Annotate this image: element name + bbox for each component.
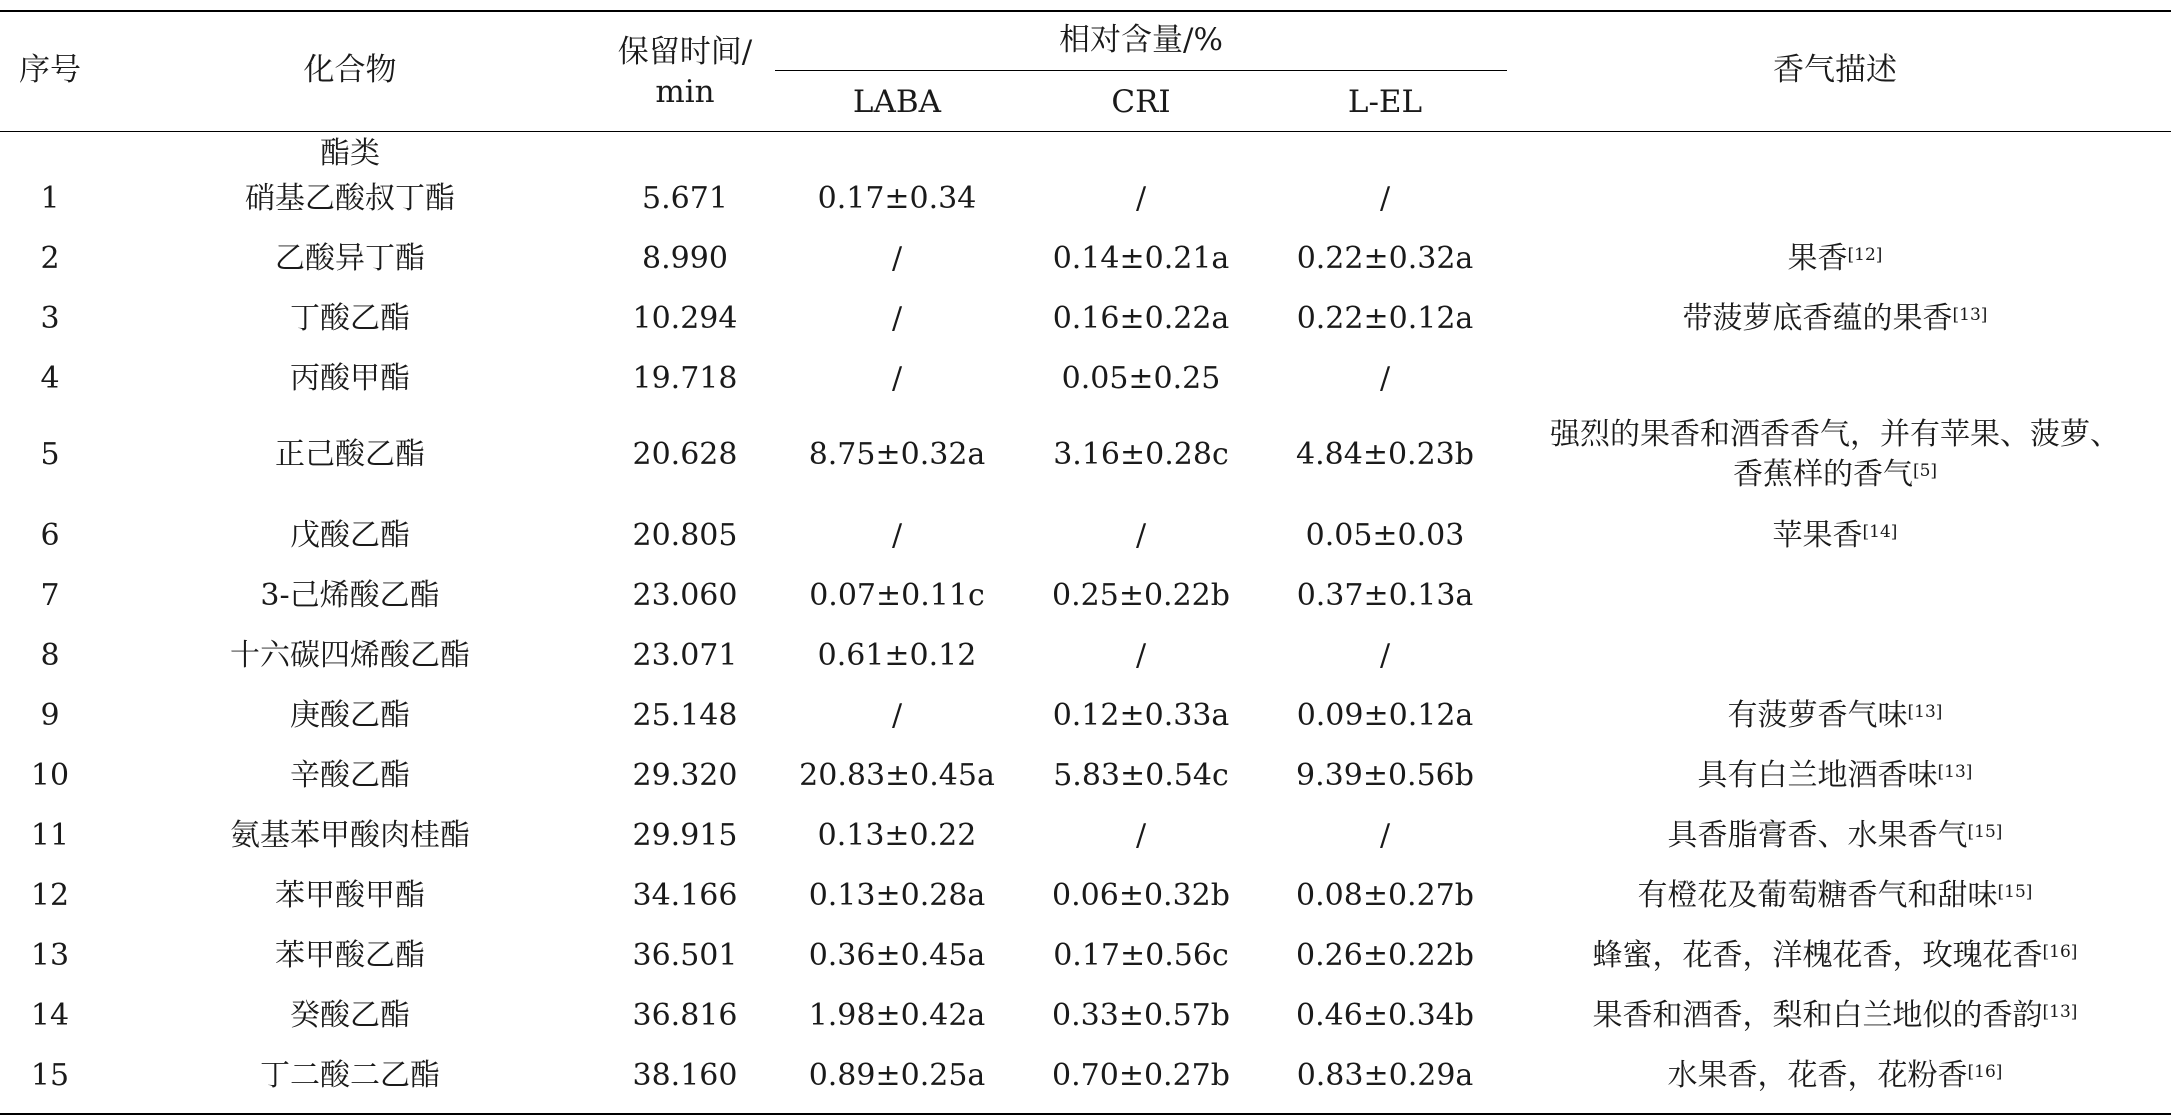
row-cri: / [1135,181,1147,216]
row-cri: 0.14±0.21a [1052,241,1230,276]
row-index: 4 [40,361,60,396]
row-retention-time: 23.071 [632,638,738,673]
row-lel: 0.08±0.27b [1296,878,1474,913]
row-index: 2 [40,241,60,276]
row-aroma [1520,457,2150,493]
row-aroma [1520,698,2150,734]
row-lel: 0.46±0.34b [1296,998,1474,1033]
row-index: 10 [30,758,70,793]
row-compound: 丁酸乙酯 [290,301,410,336]
reference-citation: [5] [1912,461,1938,481]
row-cri: 0.05±0.25 [1061,361,1221,396]
row-cri: 0.33±0.57b [1052,998,1230,1033]
reference-citation: [13] [1952,305,1988,325]
table-bottom-rule [0,1113,2171,1115]
header-laba: LABA [852,84,942,120]
header-lel: L-EL [1347,84,1423,120]
row-index: 1 [40,181,60,216]
row-aroma [1520,417,2150,453]
row-aroma [1520,998,2150,1034]
subheader-rule [775,70,1507,71]
reference-citation: [15] [1967,822,2003,842]
row-lel: 0.22±0.32a [1296,241,1474,276]
row-cri: 5.83±0.54c [1053,758,1229,793]
row-cri: / [1135,818,1147,853]
row-retention-time: 10.294 [632,301,738,336]
row-retention-time: 36.501 [632,938,738,973]
row-aroma [1520,818,2150,854]
row-index: 5 [40,437,60,472]
reference-citation: [13] [2042,1002,2078,1022]
row-aroma [1520,878,2150,914]
reference-citation: [13] [1937,762,1973,782]
row-laba: 0.13±0.22 [817,818,977,853]
row-lel: 9.39±0.56b [1296,758,1474,793]
row-aroma [1520,1058,2150,1094]
aroma-text: 水果香，花香，花粉香 [1667,1058,1968,1093]
aroma-text: 香蕉样的香气 [1732,457,1913,492]
aroma-text: 有橙花及葡萄糖香气和甜味 [1637,878,1998,913]
row-aroma [1520,758,2150,794]
row-lel: / [1379,818,1391,853]
row-aroma [1520,938,2150,974]
row-index: 11 [30,818,70,853]
row-index: 13 [30,938,70,973]
header-retention-time-line1: 保留时间/ [617,34,753,70]
row-compound: 十六碳四烯酸乙酯 [230,638,470,673]
row-retention-time: 19.718 [632,361,738,396]
header-retention-time-line2: min [655,74,715,110]
aroma-text: 苹果香 [1772,518,1863,553]
row-compound: 氨基苯甲酸肉桂酯 [230,818,470,853]
row-laba: 0.13±0.28a [808,878,986,913]
row-aroma [1520,301,2150,337]
row-cri: / [1135,518,1147,553]
row-laba: 20.83±0.45a [799,758,995,793]
row-laba: 0.17±0.34 [817,181,977,216]
row-retention-time: 34.166 [632,878,738,913]
aroma-text: 果香和酒香，梨和白兰地似的香韵 [1592,998,2043,1033]
row-cri: 0.70±0.27b [1052,1058,1230,1093]
row-laba: 0.07±0.11c [809,578,985,613]
row-lel: / [1379,361,1391,396]
row-index: 12 [30,878,70,913]
row-aroma [1520,241,2150,277]
row-lel: / [1379,638,1391,673]
row-retention-time: 25.148 [632,698,738,733]
reference-citation: [13] [1907,702,1943,722]
row-retention-time: 8.990 [642,241,728,276]
row-compound: 庚酸乙酯 [290,698,410,733]
row-laba: / [891,361,903,396]
row-laba: / [891,698,903,733]
reference-citation: [14] [1862,522,1898,542]
row-lel: 0.05±0.03 [1305,518,1465,553]
row-index: 8 [40,638,60,673]
header-compound: 化合物 [303,52,397,88]
header-relative-content: 相对含量/% [1059,22,1223,58]
row-cri: 0.25±0.22b [1052,578,1230,613]
row-compound: 丁二酸二乙酯 [260,1058,440,1093]
row-lel: 0.09±0.12a [1296,698,1474,733]
aroma-text: 带菠萝底香蕴的果香 [1682,301,1953,336]
row-compound: 硝基乙酸叔丁酯 [245,181,455,216]
row-lel: 0.83±0.29a [1296,1058,1474,1093]
row-lel: 0.26±0.22b [1296,938,1474,973]
row-lel: / [1379,181,1391,216]
row-laba: 8.75±0.32a [808,437,986,472]
aroma-text: 有菠萝香气味 [1727,698,1908,733]
row-index: 9 [40,698,60,733]
reference-citation: [15] [1997,882,2033,902]
reference-citation: [12] [1847,245,1883,265]
row-cri: 3.16±0.28c [1053,437,1229,472]
row-laba: / [891,301,903,336]
row-retention-time: 5.671 [642,181,728,216]
row-cri: 0.17±0.56c [1053,938,1229,973]
top-rule [0,10,2171,12]
row-laba: 0.89±0.25a [808,1058,986,1093]
row-compound: 苯甲酸乙酯 [275,938,425,973]
header-cri: CRI [1111,84,1171,120]
row-lel: 0.22±0.12a [1296,301,1474,336]
row-retention-time: 29.320 [632,758,738,793]
row-cri: 0.12±0.33a [1052,698,1230,733]
row-laba: / [891,241,903,276]
row-aroma [1520,518,2150,554]
row-compound: 苯甲酸甲酯 [275,878,425,913]
row-index: 7 [40,578,60,613]
aroma-text: 强烈的果香和酒香香气，并有苹果、菠萝、 [1550,417,2120,452]
row-compound: 辛酸乙酯 [290,758,410,793]
row-cri: 0.06±0.32b [1052,878,1230,913]
row-compound: 正己酸乙酯 [275,437,425,472]
row-laba: 0.36±0.45a [808,938,986,973]
aroma-text: 具香脂膏香、水果香气 [1667,818,1968,853]
row-laba: 0.61±0.12 [817,638,977,673]
row-index: 14 [30,998,70,1033]
aroma-text: 具有白兰地酒香味 [1697,758,1938,793]
category-label: 酯类 [320,136,380,171]
row-laba: 1.98±0.42a [808,998,986,1033]
row-lel: 0.37±0.13a [1296,578,1474,613]
row-retention-time: 20.628 [632,437,738,472]
reference-citation: [16] [1967,1062,2003,1082]
header-aroma: 香气描述 [1773,52,1897,88]
row-index: 6 [40,518,60,553]
row-retention-time: 23.060 [632,578,738,613]
row-compound: 乙酸异丁酯 [275,241,425,276]
row-retention-time: 38.160 [632,1058,738,1093]
row-index: 3 [40,301,60,336]
row-retention-time: 29.915 [632,818,738,853]
row-index: 15 [30,1058,70,1093]
row-cri: 0.16±0.22a [1052,301,1230,336]
row-compound: 丙酸甲酯 [290,361,410,396]
row-retention-time: 36.816 [632,998,738,1033]
row-compound: 癸酸乙酯 [290,998,410,1033]
header-bottom-rule [0,131,2171,132]
row-laba: / [891,518,903,553]
aroma-text: 蜂蜜，花香，洋槐花香，玫瑰花香 [1592,938,2043,973]
reference-citation: [16] [2042,942,2078,962]
row-retention-time: 20.805 [632,518,738,553]
header-index: 序号 [19,52,81,88]
row-cri: / [1135,638,1147,673]
aroma-text: 果香 [1787,241,1848,276]
row-compound: 3-己烯酸乙酯 [260,578,440,613]
row-compound: 戊酸乙酯 [290,518,410,553]
row-lel: 4.84±0.23b [1296,437,1474,472]
